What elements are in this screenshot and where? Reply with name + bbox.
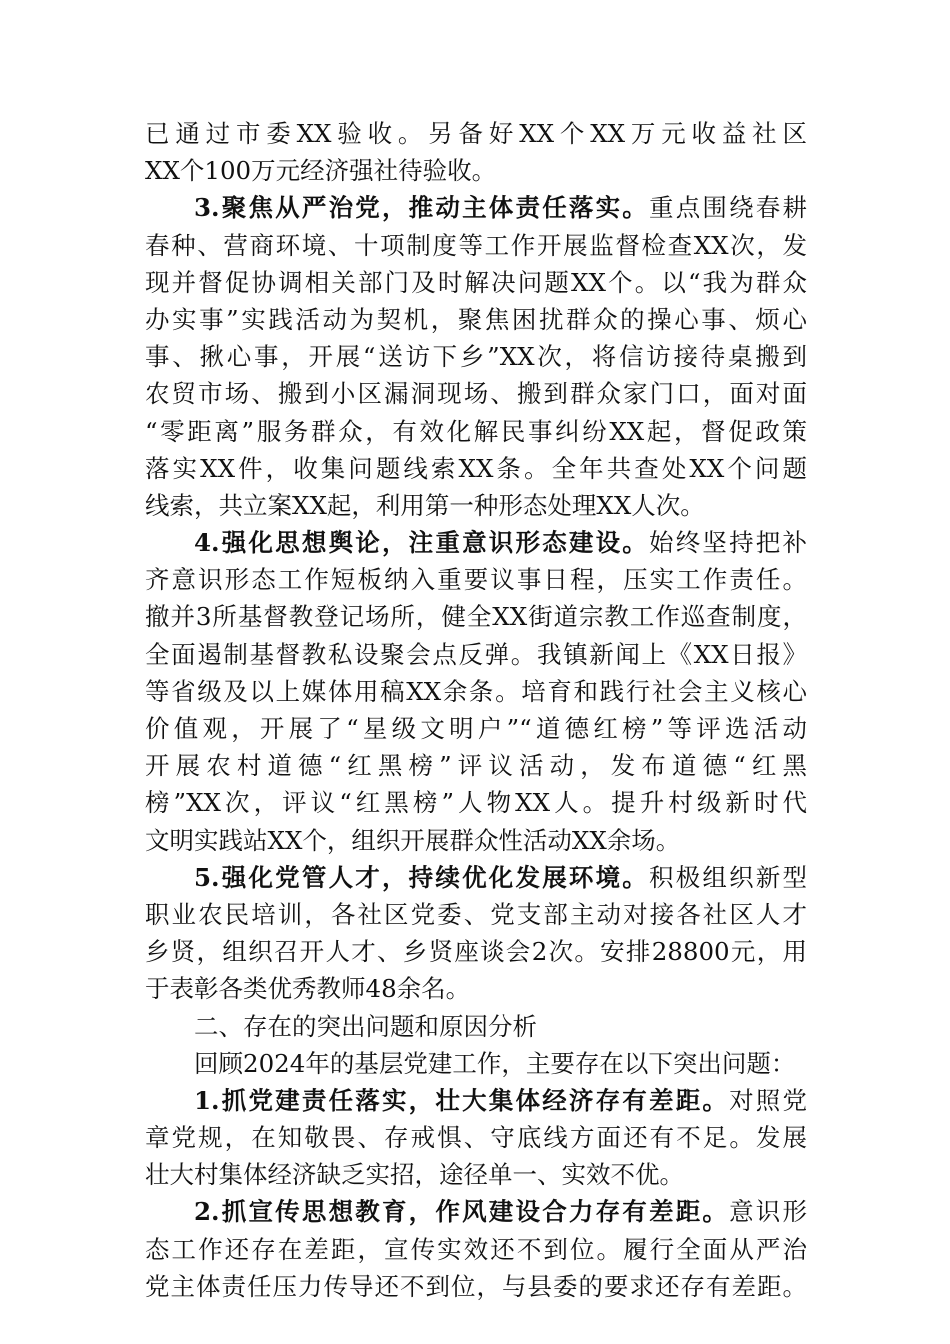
text-line [145,1045,807,1082]
line-text: 已通过市委XX验收。另备好XX个XX万元收益社区 [145,119,807,148]
line-text: 态工作还存在差距，宣传实效还不到位。履行全面从严治 [145,1234,807,1264]
paragraph-lead-heading: 4.强化思想舆论，注重意识形态建设。 [194,528,649,558]
line-text: 办实事”实践活动为契机，聚焦困扰群众的操心事、烦心 [145,304,807,334]
text-line [145,487,807,524]
line-text: 积极组织新型 [649,862,808,892]
paragraph-lead-heading: 2.抓宣传思想教育，作风建设合力存有差距。 [194,1197,730,1227]
line-text: 撤并3所基督教登记场所，健全XX街道宗教工作巡查制度， [145,602,807,632]
text-line [145,1193,807,1230]
line-text: 章党规，在知敬畏、存戒惧、守底线方面还有不足。发展 [145,1123,807,1153]
line-text: 农贸市场、搬到小区漏洞现场、搬到群众家门口，面对面 [145,379,807,409]
paragraph-lead-heading: 1.抓党建责任落实，壮大集体经济存有差距。 [194,1085,730,1115]
text-line [145,450,807,487]
line-text: 于表彰各类优秀教师48余名。 [145,974,471,1004]
line-text: 榜”XX次，评议“红黑榜”人物XX人。提升村级新时代 [145,788,807,818]
text-line [145,375,807,412]
text-line [145,636,807,673]
text-line [145,598,807,635]
text-line [145,673,807,710]
text-line [145,822,807,859]
text-line [145,524,807,561]
text-line [145,747,807,784]
document-body [145,115,807,1305]
text-line [145,301,807,338]
text-line [145,1119,807,1156]
text-line [145,561,807,598]
line-text: 全面遏制基督教私设聚会点反弹。我镇新闻上《XX日报》 [145,639,807,669]
text-line [145,1156,807,1193]
text-line [145,1268,807,1305]
section-heading [145,1008,807,1045]
text-line [145,413,807,450]
line-text: “零距离”服务群众，有效化解民事纠纷XX起，督促政策 [145,416,807,446]
line-text: 始终坚持把补 [649,528,808,558]
line-text: 职业农民培训，各社区党委、党支部主动对接各社区人才 [145,899,807,929]
line-text: 回顾2024年的基层党建工作，主要存在以下突出问题： [194,1048,796,1078]
text-line [145,896,807,933]
text-line [145,933,807,970]
text-line [145,227,807,264]
line-text: XX个100万元经济强社待验收。 [145,156,497,186]
line-text: 文明实践站XX个，组织开展群众性活动XX余场。 [145,825,681,855]
line-text: 价值观，开展了“星级文明户”“道德红榜”等评选活动 [145,714,807,743]
text-line [145,859,807,896]
paragraph-lead-heading: 5.强化党管人才，持续优化发展环境。 [194,862,649,892]
text-line [145,710,807,747]
line-text: 乡贤，组织召开人才、乡贤座谈会2次。安排28800元，用 [145,937,807,967]
line-text: 落实XX件，收集问题线索XX条。全年共查处XX个问题 [145,453,807,483]
text-line [145,152,807,189]
text-line [145,189,807,226]
text-line [145,338,807,375]
text-line [145,264,807,301]
line-text: 重点围绕春耕 [649,193,808,223]
text-line [145,115,807,152]
paragraph-lead-heading: 3.聚焦从严治党，推动主体责任落实。 [194,193,649,223]
line-text: 意识形 [729,1197,808,1227]
line-text: 开展农村道德“红黑榜”评议活动，发布道德“红黑 [145,751,807,781]
line-text: 齐意识形态工作短板纳入重要议事日程，压实工作责任。 [145,565,807,595]
text-line [145,970,807,1007]
line-text: 春种、营商环境、十项制度等工作开展监督检查XX次，发 [145,230,807,260]
line-text: 等省级及以上媒体用稿XX余条。培育和践行社会主义核心 [145,676,807,706]
text-line [145,1231,807,1268]
line-text: 对照党 [729,1085,808,1115]
line-text: 事、揪心事，开展“送访下乡”XX次，将信访接待桌搬到 [145,342,807,372]
line-text: 党主体责任压力传导还不到位，与县委的要求还存有差距。 [145,1271,807,1301]
line-text: 线索，共立案XX起，利用第一种形态处理XX人次。 [145,490,705,520]
text-line [145,784,807,821]
paragraph-lines [145,115,807,1305]
text-line [145,1082,807,1119]
line-text: 壮大村集体经济缺乏实招，途径单一、实效不优。 [145,1160,684,1190]
line-text: 现并督促协调相关部门及时解决问题XX个。以“我为群众 [145,267,807,297]
line-text: 二、存在的突出问题和原因分析 [194,1011,537,1041]
